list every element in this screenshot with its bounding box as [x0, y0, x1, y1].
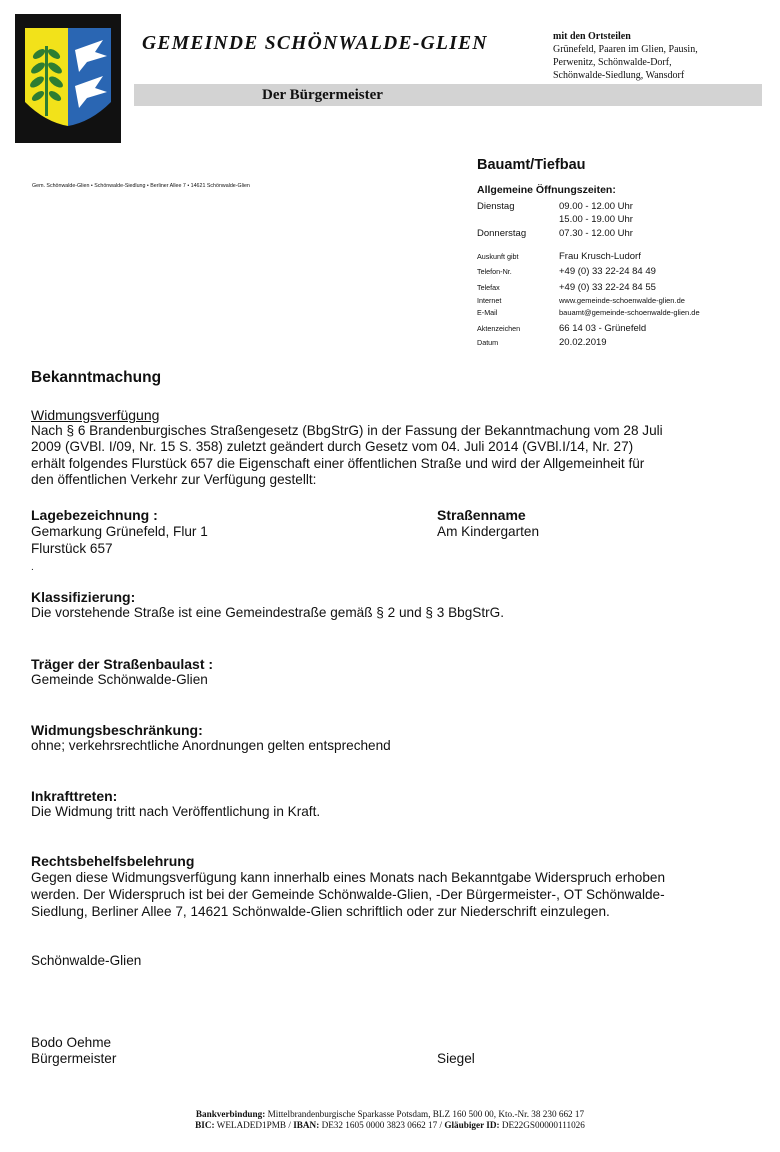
contact-key: Internet — [477, 296, 502, 305]
hours-day: Dienstag — [477, 201, 515, 212]
bank-text: Mittelbrandenburgische Sparkasse Potsdam, BLZ 160 500 00, Kto.-Nr. 38 230 662 17 — [265, 1109, 585, 1119]
contact-key: Datum — [477, 338, 499, 347]
section-label: Inkrafttreten: — [31, 788, 118, 804]
contact-row — [477, 266, 656, 277]
sender-address-line: Gem. Schönwalde-Glien • Schönwalde-Siedlung • Berliner Allee 7 • 14621 Schönwalde-Glien — [32, 183, 250, 189]
section-label: Klassifizierung: — [31, 589, 136, 605]
contact-key: Aktenzeichen — [477, 324, 521, 333]
contact-value: 20.02.2019 — [559, 337, 607, 348]
iban-value: DE32 1605 0000 3823 0662 17 / — [319, 1120, 445, 1130]
section-text: Gemeinde Schönwalde-Glien — [31, 672, 208, 687]
hours-row — [477, 228, 633, 239]
document-subtitle: Widmungsverfügung — [31, 407, 160, 423]
intro-paragraph — [31, 423, 746, 489]
section-text: Die Widmung tritt nach Veröffentlichung in Kraft. — [31, 804, 321, 819]
contact-key: Telefax — [477, 283, 500, 292]
document-title: Bekanntmachung — [31, 369, 162, 386]
footer-ids-line — [0, 1120, 780, 1131]
hours-time: 07.30 - 12.00 Uhr — [559, 228, 633, 239]
contact-row — [477, 282, 656, 293]
contact-key: Auskunft gibt — [477, 252, 519, 261]
location-block — [31, 507, 208, 557]
section-label: Widmungsbeschränkung: — [31, 722, 203, 738]
stray-dot: . — [31, 562, 34, 573]
section-text: Gegen diese Widmungsverfügung kann innerhalb eines Monats nach Bekanntgabe Widerspruch erhoben — [31, 870, 666, 885]
hours-day: Donnerstag — [477, 228, 527, 239]
contact-value: 66 14 03 - Grünefeld — [559, 323, 647, 334]
intro-line: Nach § 6 Brandenburgisches Straßengesetz (BbgStrG) in der Fassung der Bekanntmachung vom 28 Juli — [31, 423, 663, 438]
opening-hours-title: Allgemeine Öffnungszeiten: — [477, 184, 616, 196]
bic-value: WELADED1PMB / — [214, 1120, 294, 1130]
hours-time: 15.00 - 19.00 Uhr — [559, 214, 633, 225]
contact-key: Telefon-Nr. — [477, 267, 512, 276]
municipal-crest-logo — [15, 14, 121, 143]
intro-line: erhält folgendes Flurstück 657 die Eigenschaft einer öffentlichen Straße und wird der Allgemeinheit für — [31, 455, 645, 471]
contact-row — [477, 308, 700, 317]
section-legal-remedy — [31, 853, 746, 920]
bic-label: BIC: — [195, 1120, 215, 1130]
contact-row — [477, 251, 641, 262]
section-text: ohne; verkehrsrechtliche Anordnungen gelten entsprechend — [31, 738, 391, 753]
location-line: Flurstück 657 — [31, 541, 113, 556]
contact-value: bauamt@gemeinde-schoenwalde-glien.de — [559, 308, 700, 317]
municipality-name: GEMEINDE SCHÖNWALDE-GLIEN — [142, 33, 488, 54]
street-value: Am Kindergarten — [437, 524, 540, 539]
contact-value: +49 (0) 33 22-24 84 55 — [559, 282, 656, 293]
location-line: Gemarkung Grünefeld, Flur 1 — [31, 524, 208, 539]
contact-row — [477, 323, 646, 334]
seal-label: Siegel — [437, 1051, 475, 1066]
hours-row — [477, 214, 633, 225]
intro-line: 2009 (GVBl. I/09, Nr. 15 S. 358) zuletzt geändert durch Gesetz vom 04. Juli 2014 (GVBl.I/14, Nr. 27) — [31, 439, 634, 455]
signer-name: Bodo Oehme — [31, 1035, 112, 1050]
section-road-authority — [31, 656, 213, 687]
districts-line: Perwenitz, Schönwalde-Dorf, — [553, 57, 672, 68]
section-label: Rechtsbehelfsbelehrung — [31, 853, 195, 869]
contact-value: Frau Krusch-Ludorf — [559, 251, 641, 262]
section-classification — [31, 589, 504, 620]
street-label: Straßenname — [437, 507, 526, 523]
intro-line: den öffentlichen Verkehr zur Verfügung gestellt: — [31, 472, 317, 488]
section-text: Siedlung, Berliner Allee 7, 14621 Schönwalde-Glien schriftlich oder zur Niederschrift einzulegen. — [31, 904, 610, 919]
hours-row — [477, 201, 633, 212]
section-text: werden. Der Widerspruch ist bei der Gemeinde Schönwalde-Glien, -Der Bürgermeister-, OT Schönwalde- — [31, 887, 665, 902]
footer-bank-line — [0, 1109, 780, 1120]
contact-value: www.gemeinde-schoenwalde-glien.de — [559, 296, 685, 305]
districts-block — [553, 30, 698, 82]
hours-time: 09.00 - 12.00 Uhr — [559, 201, 633, 212]
districts-line: Grünefeld, Paaren im Glien, Pausin, — [553, 44, 698, 55]
place-of-issue: Schönwalde-Glien — [31, 953, 142, 968]
iban-label: IBAN: — [293, 1120, 320, 1130]
street-block — [437, 507, 539, 540]
districts-line: Schönwalde-Siedlung, Wansdorf — [553, 70, 685, 81]
contact-value: +49 (0) 33 22-24 84 49 — [559, 266, 656, 277]
signer-title: Bürgermeister — [31, 1051, 117, 1066]
contact-key: E-Mail — [477, 308, 498, 317]
section-restriction — [31, 722, 391, 753]
creditor-label: Gläubiger ID: — [444, 1120, 500, 1130]
section-text: Die vorstehende Straße ist eine Gemeindestraße gemäß § 2 und § 3 BbgStrG. — [31, 605, 505, 620]
mayor-bar — [134, 84, 762, 106]
mayor-label: Der Bürgermeister — [262, 87, 383, 103]
contact-row — [477, 337, 607, 348]
section-effective — [31, 788, 320, 819]
section-label: Träger der Straßenbaulast : — [31, 656, 214, 672]
location-label: Lagebezeichnung : — [31, 507, 158, 523]
contact-row — [477, 296, 685, 305]
department-title: Bauamt/Tiefbau — [477, 157, 586, 173]
creditor-value: DE22GS00000111026 — [499, 1120, 585, 1130]
bank-label: Bankverbindung: — [195, 1109, 266, 1119]
districts-heading: mit den Ortsteilen — [553, 31, 631, 42]
